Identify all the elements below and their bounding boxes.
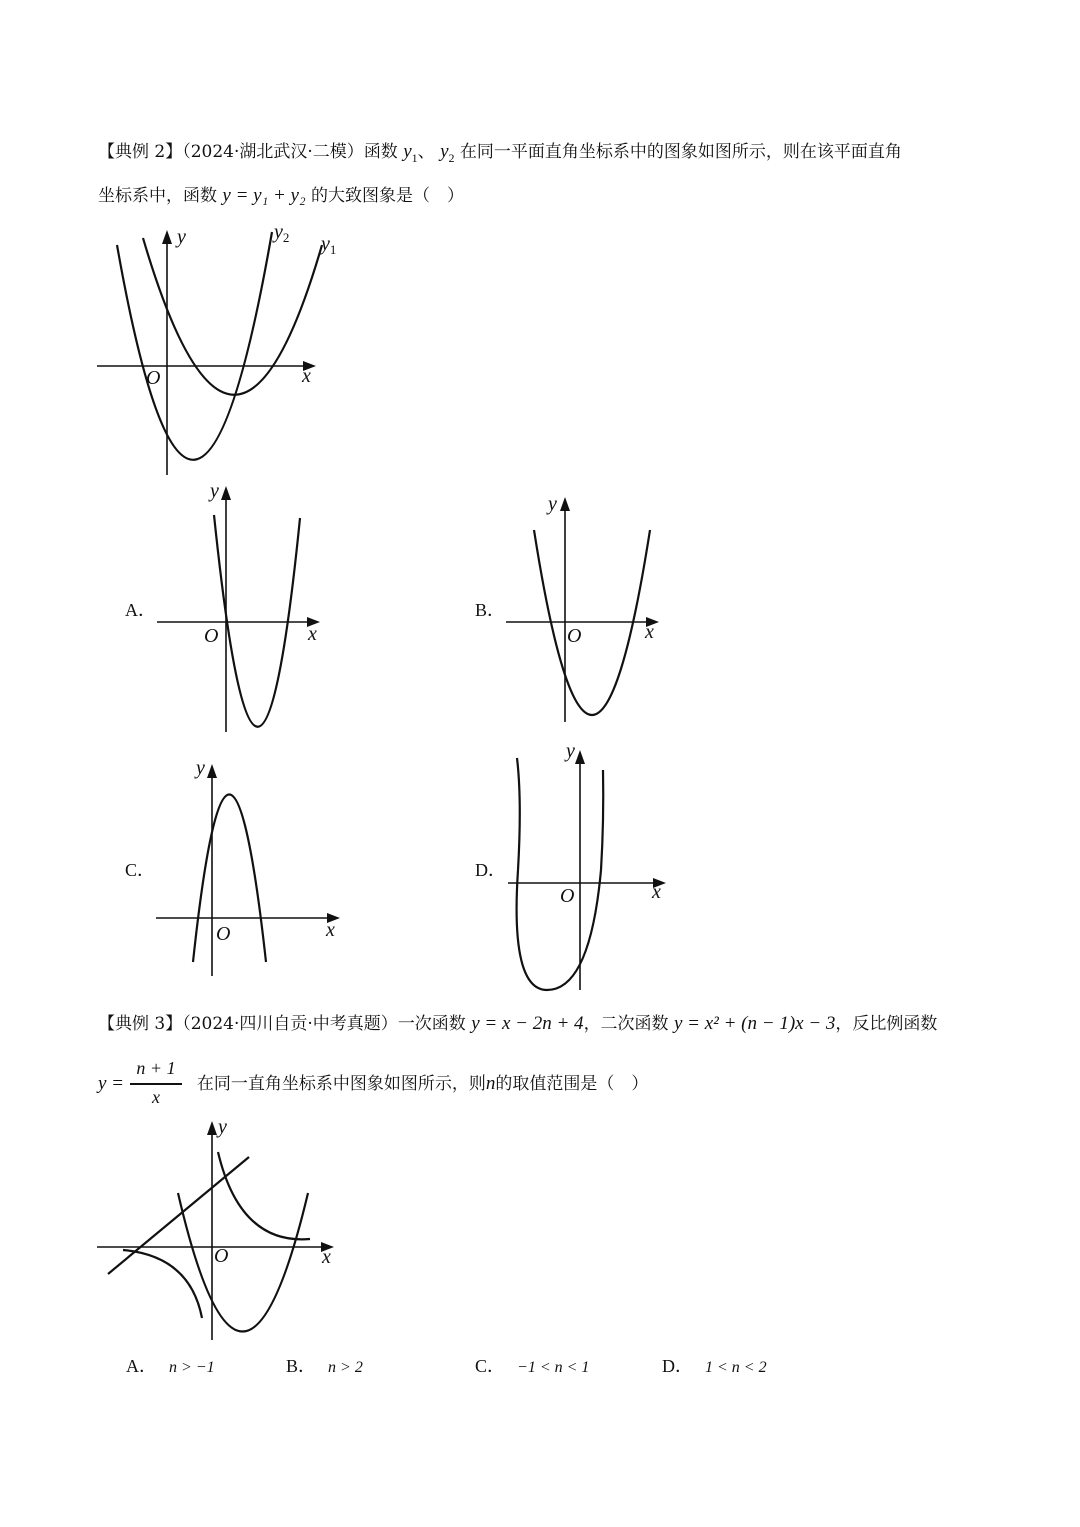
- formula: y = y₁ + y₂: [222, 185, 306, 206]
- origin-label: O: [567, 625, 582, 647]
- origin-label: O: [146, 367, 161, 389]
- text: 在同一直角坐标系中图象如图所示，则: [196, 1074, 486, 1094]
- y-axis-arrow: [207, 1121, 217, 1135]
- x-label: x: [308, 623, 317, 645]
- hyperbola-lower: [123, 1250, 202, 1318]
- y2-symbol: $y_2$: [440, 141, 455, 165]
- x-label: x: [326, 919, 335, 941]
- text: ，二次函数: [583, 1014, 669, 1034]
- curve-y1-label: $y_1$: [321, 233, 337, 257]
- y-label: y: [218, 1116, 227, 1138]
- option-d-letter[interactable]: D．: [475, 860, 506, 880]
- quadratic-curve: [178, 1193, 308, 1332]
- choice-d[interactable]: [662, 1352, 767, 1378]
- origin-label: O: [204, 625, 219, 647]
- choice-letter: C．: [475, 1356, 506, 1376]
- y-label: y: [566, 740, 575, 762]
- origin-label: O: [214, 1245, 229, 1267]
- y-label: y: [548, 493, 557, 515]
- var-n: n: [485, 1073, 496, 1094]
- curve-y2-label: $y_2$: [274, 221, 290, 245]
- origin-label: O: [560, 885, 575, 907]
- choice-b[interactable]: [286, 1352, 363, 1378]
- option-c-letter[interactable]: C．: [125, 860, 156, 880]
- text: 在同一平面直角坐标系中的图象如图所示，则在该平面直角: [459, 142, 902, 162]
- choice-value: −1 < n < 1: [517, 1359, 590, 1376]
- y1-symbol: $y_1$: [403, 141, 418, 165]
- y-label: y: [196, 757, 205, 779]
- example3-source: （2024·四川自贡·中考真题）: [182, 1014, 398, 1034]
- choice-letter: D．: [662, 1356, 693, 1376]
- x-label: x: [652, 881, 661, 903]
- choice-letter: A．: [126, 1356, 157, 1376]
- text: 函数: [363, 142, 398, 162]
- choice-value: 1 < n < 2: [705, 1359, 767, 1376]
- choice-value: n > 2: [328, 1359, 363, 1376]
- separator: 、: [417, 142, 435, 162]
- x-label: x: [302, 365, 311, 387]
- option-b-letter[interactable]: B．: [475, 600, 506, 620]
- text: 坐标系中，函数: [98, 186, 217, 206]
- y-label: y: [210, 480, 219, 502]
- text: 一次函数: [397, 1014, 466, 1034]
- frac-numerator: n + 1: [136, 1058, 176, 1078]
- example2-source: （2024·湖北武汉·二模）: [182, 142, 364, 162]
- example3-tag: 【典例 3】: [98, 1014, 183, 1034]
- quadratic-formula: y = x² + (n − 1)x − 3: [673, 1013, 836, 1034]
- choice-c[interactable]: [475, 1352, 589, 1378]
- hyperbola-upper: [218, 1152, 310, 1239]
- example2-tag: 【典例 2】: [98, 142, 183, 162]
- frac-denominator: x: [152, 1087, 160, 1107]
- linear-formula: y = x − 2n + 4: [471, 1013, 584, 1034]
- frac-lhs: y =: [98, 1073, 125, 1094]
- choice-a[interactable]: [126, 1352, 215, 1378]
- x-label: x: [645, 621, 654, 643]
- option-a-letter[interactable]: A．: [125, 600, 156, 620]
- choice-letter: B．: [286, 1356, 317, 1376]
- text: 的大致图象是（ ）: [310, 186, 464, 206]
- origin-label: O: [216, 923, 231, 945]
- text: 的取值范围是（ ）: [495, 1074, 649, 1094]
- text: ，反比例函数: [835, 1014, 938, 1034]
- x-label: x: [322, 1246, 331, 1268]
- y-label: y: [177, 226, 186, 248]
- choice-value: n > −1: [169, 1359, 215, 1376]
